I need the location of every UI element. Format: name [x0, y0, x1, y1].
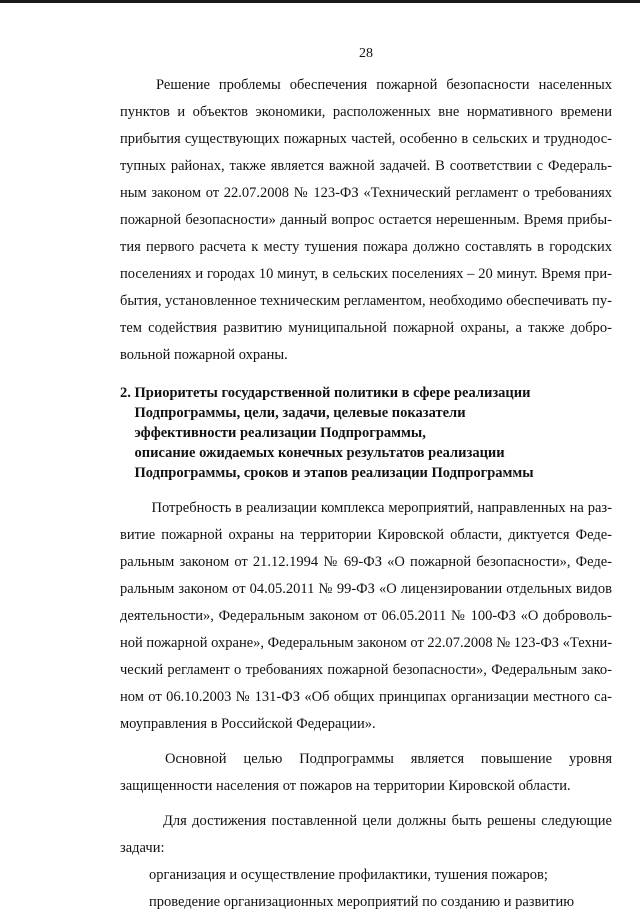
text-line: прибытия существующих пожарных частей, особенно в сельских и труднодос- [120, 131, 612, 147]
text-line: бытия, установленное техническим регламентом, необходимо обеспечивать пу- [120, 293, 612, 309]
text-line: ном от 06.10.2003 № 131-ФЗ «Об общих принципах организации местного са- [120, 689, 612, 705]
text-line: ральным законом от 04.05.2011 № 99-ФЗ «О лицензировании отдельных видов [120, 581, 612, 597]
text-line: тем содействия развитию муниципальной пожарной охраны, а также добро- [120, 320, 612, 336]
text-line: ральным законом от 21.12.1994 № 69-ФЗ «О пожарной безопасности», Феде- [120, 554, 612, 570]
text-line: деятельности», Федеральным законом от 06.05.2011 № 100-ФЗ «О доброволь- [120, 608, 612, 624]
document-page [120, 44, 612, 916]
heading-line: Подпрограммы, сроков и этапов реализации Подпрограммы [120, 465, 534, 481]
heading-line: описание ожидаемых конечных результатов реализации [120, 445, 505, 461]
text-line: задачи: [120, 840, 165, 856]
text-line: ной пожарной охране», Федеральным законом от 22.07.2008 № 123-ФЗ «Техни- [120, 635, 613, 651]
text-line: витие пожарной охраны на территории Кировской области, диктуется Феде- [120, 527, 612, 543]
paragraph-legal-basis [120, 495, 612, 738]
heading-line: Подпрограммы, цели, задачи, целевые показатели [120, 405, 466, 421]
text-line: ческий регламент о требованиях пожарной безопасности», Федеральным зако- [120, 662, 612, 678]
heading-line: 2. Приоритеты государственной политики в сфере реализации [120, 385, 531, 401]
section-heading [120, 383, 612, 483]
text-line: моуправления в Российской Федерации». [120, 716, 376, 732]
text-line: проведение организационных мероприятий по созданию и развитию [120, 894, 575, 910]
paragraph-tasks-intro [120, 808, 612, 862]
heading-line: эффективности реализации Подпрограммы, [120, 425, 426, 441]
text-line: Решение проблемы обеспечения пожарной безопасности населенных [120, 77, 612, 93]
text-line: ным законом от 22.07.2008 № 123-ФЗ «Технический регламент о требованиях [120, 185, 612, 201]
text-line: организация и осуществление профилактики, тушения пожаров; [120, 867, 548, 883]
text-line: защищенности населения от пожаров на территории Кировской области. [120, 778, 571, 794]
text-line: вольной пожарной охраны. [120, 347, 288, 363]
text-line: Потребность в реализации комплекса мероприятий, направленных на раз- [120, 500, 612, 516]
text-line: поселениях и городах 10 минут, в сельских поселениях – 20 минут. Время при- [120, 266, 612, 282]
text-line: пожарной безопасности» данный вопрос остается нерешенным. Время прибы- [120, 212, 612, 228]
task-item-prevention [120, 862, 612, 889]
task-item-organization [120, 889, 612, 916]
text-line: тия первого расчета к месту тушения пожара должно составлять в городских [120, 239, 612, 255]
top-border-line [0, 0, 640, 3]
paragraph-main-goal [120, 746, 612, 800]
text-line: Основной целью Подпрограммы является повышение уровня [120, 751, 612, 767]
text-line: Для достижения поставленной цели должны быть решены следующие [120, 813, 612, 829]
page-number: 28 [359, 46, 373, 61]
text-line: тупных районах, также является важной задачей. В соответствии с Федераль- [120, 158, 612, 174]
paragraph-intro [120, 72, 612, 369]
text-line: пунктов и объектов экономики, расположенных вне нормативного времени [120, 104, 612, 120]
